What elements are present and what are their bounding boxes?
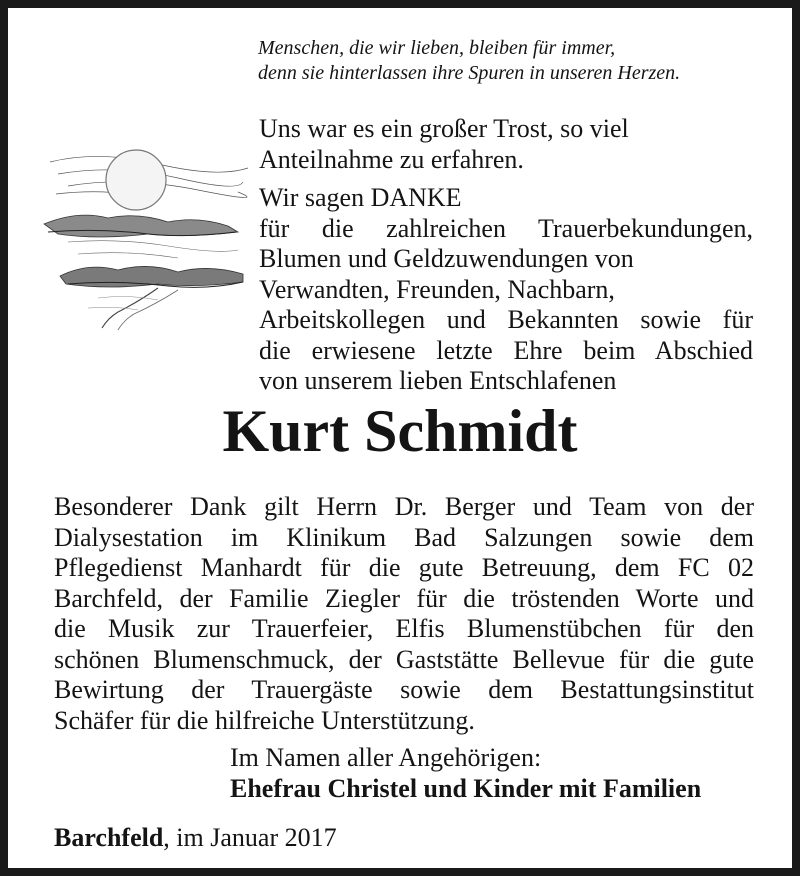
thanks-line: Arbeitskollegen und Bekannten sowie für (259, 305, 753, 334)
special-thanks-line: Bewirtung der Trauergäste sowie dem Bestattungsinstitut (54, 675, 754, 704)
sunset-landscape-illustration (38, 142, 253, 332)
intro-line: Uns war es ein großer Trost, so viel (259, 114, 629, 143)
special-thanks-line: Pflegedienst Manhardt für die gute Betreuung, dem FC 02 (54, 553, 754, 582)
place-name: Barchfeld (54, 823, 164, 852)
special-thanks-line: die Musik zur Trauerfeier, Elfis Blumenstübchen für den (54, 614, 754, 643)
deceased-name: Kurt Schmidt (222, 398, 578, 464)
special-thanks-line: Schäfer für die hilfreiche Unterstützung. (54, 705, 475, 735)
thanks-line: Blumen und Geldzuwendungen von (259, 244, 634, 273)
place-date (54, 822, 337, 853)
thanks-message (259, 114, 753, 397)
special-thanks-line: Barchfeld, der Familie Ziegler für die tröstenden Worte und (54, 583, 754, 613)
thanks-line: Wir sagen DANKE (259, 183, 462, 212)
motto-quote (258, 36, 758, 86)
signature-names: Ehefrau Christel und Kinder mit Familien (230, 774, 702, 803)
thanks-line: für die zahlreichen Trauerbekundungen, (259, 213, 753, 243)
motto-line-1: Menschen, die wir lieben, bleiben für immer, (258, 37, 616, 59)
thanks-line: von unserem lieben Entschlafenen (259, 366, 617, 395)
special-thanks-line: Besonderer Dank gilt Herrn Dr. Berger und Team von der (54, 492, 754, 521)
special-thanks-paragraph (54, 492, 754, 736)
signature-intro: Im Namen aller Angehörigen: (230, 743, 542, 772)
motto-line-2: denn sie hinterlassen ihre Spuren in unseren Herzen. (258, 62, 681, 84)
date-text: , im Januar 2017 (163, 823, 337, 852)
thanks-line: Verwandten, Freunden, Nachbarn, (259, 274, 615, 304)
intro-line: Anteilnahme zu erfahren. (259, 144, 524, 174)
signature-block (230, 742, 770, 804)
special-thanks-line: schönen Blumenschmuck, der Gaststätte Bellevue für die gute (54, 644, 754, 674)
thanks-line: die erwiesene letzte Ehre beim Abschied (259, 335, 753, 365)
special-thanks-line: Dialysestation im Klinikum Bad Salzungen sowie dem (54, 522, 754, 552)
